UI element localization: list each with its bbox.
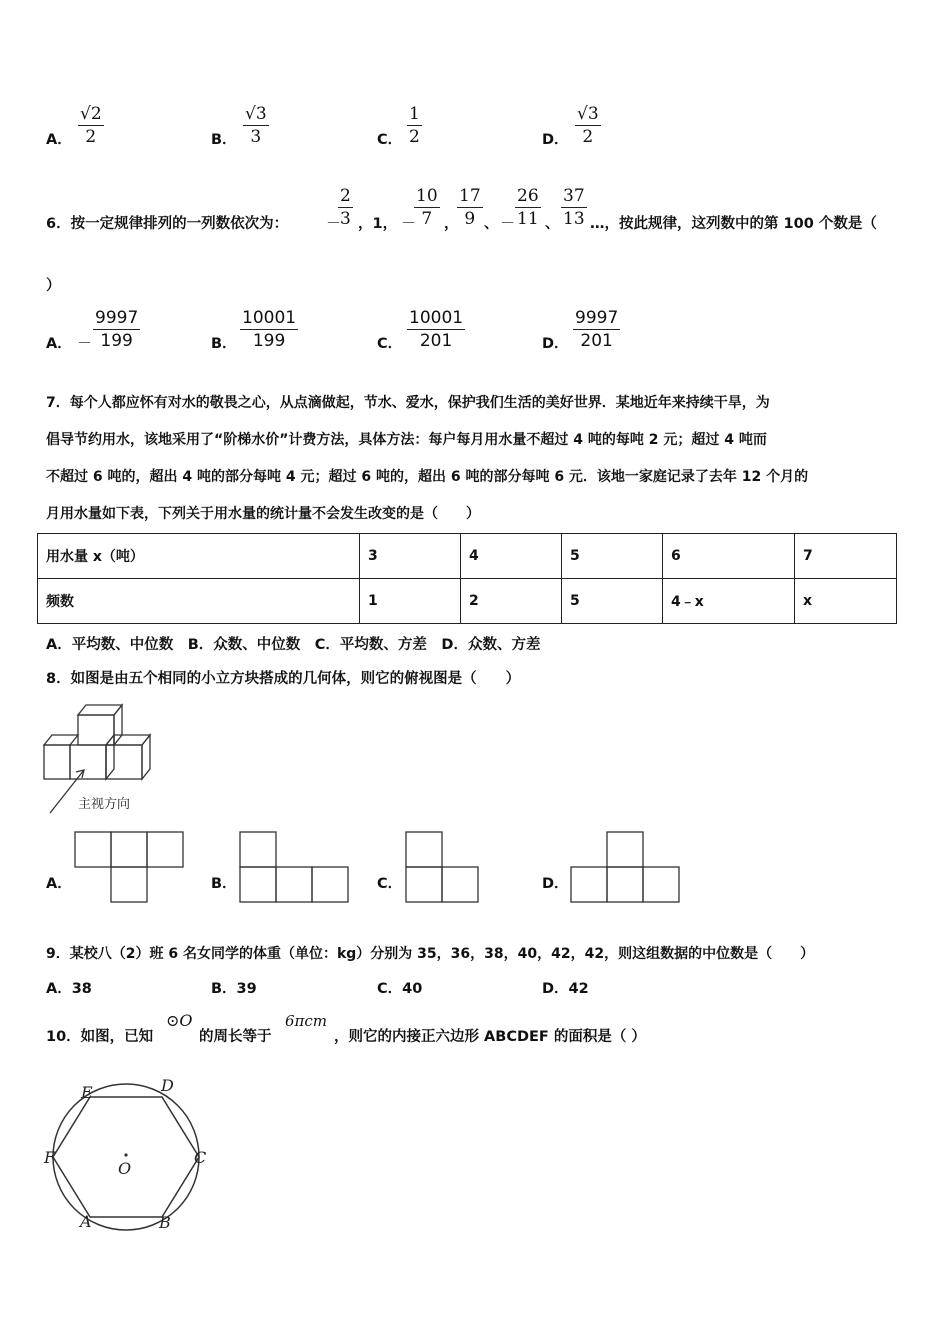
- q6-term-2-one: ，1，: [358, 216, 398, 232]
- q8-option-c-figure[interactable]: [404, 830, 482, 904]
- q5-option-a-letter[interactable]: A．: [46, 132, 72, 148]
- q7-line-1: 7．每个人都应怀有对水的敬畏之心，从点滴做起，节水、爱水，保护我们生活的美好世界．某地近年来持续干旱，为: [46, 395, 770, 411]
- table-cell: 5: [562, 534, 663, 579]
- q6-sep-1: ，: [444, 216, 459, 232]
- q8-option-b-letter[interactable]: B．: [211, 876, 237, 892]
- q6-option-d-letter[interactable]: D．: [542, 336, 569, 352]
- q6-term-3: $\frac{10}{7}$: [416, 186, 438, 229]
- q6-option-c-letter[interactable]: C．: [377, 336, 403, 352]
- cube-solid-figure: [40, 700, 165, 820]
- q9-option-b[interactable]: B．39: [211, 981, 257, 997]
- q10-circumference: 6πcm: [285, 1012, 328, 1030]
- q6-term-4: $\frac{17}{9}$: [459, 186, 481, 229]
- table-cell: 4: [461, 534, 562, 579]
- table-cell: 5: [562, 579, 663, 624]
- vertex-label-e: E: [81, 1083, 93, 1102]
- q8-option-a-figure[interactable]: [73, 830, 185, 904]
- q9-option-d[interactable]: D．42: [542, 981, 589, 997]
- q10-text-part-2: 的周长等于: [199, 1029, 272, 1045]
- hexagon-in-circle-figure: [40, 1070, 220, 1235]
- q6-option-d-fraction: $\frac{9997}{201}$: [575, 308, 619, 351]
- q6-option-c-fraction: $\frac{10001}{201}$: [409, 308, 464, 351]
- q7-options[interactable]: A．平均数、中位数 B．众数、中位数 C．平均数、方差 D．众数、方差: [46, 637, 541, 653]
- q9-option-a[interactable]: A．38: [46, 981, 92, 997]
- table-row: [38, 534, 897, 579]
- q6-minus-1: －: [326, 214, 342, 232]
- q10-text-part-1: 10．如图，已知: [46, 1029, 154, 1045]
- view-direction-label: 主视方向: [78, 797, 131, 812]
- q6-term-6: $\frac{37}{13}$: [563, 186, 585, 229]
- q6-option-a-fraction: $\frac{9997}{199}$: [95, 308, 139, 351]
- center-label-o: O: [118, 1159, 132, 1178]
- table-cell: x: [795, 579, 897, 624]
- q6-option-a-sign: －: [77, 334, 93, 352]
- q10-text-part-3: ，则它的内接正六边形 ABCDEF 的面积是（ ）: [334, 1029, 646, 1045]
- table-cell: 7: [795, 534, 897, 579]
- circle-o: [53, 1084, 199, 1230]
- table-row: [38, 579, 897, 624]
- q5-option-b-fraction: $\frac{√3}{3}$: [245, 104, 267, 147]
- q6-option-b-letter[interactable]: B．: [211, 336, 237, 352]
- q7-line-2: 倡导节约用水，该地采用了“阶梯水价”计费方法，具体方法：每户每月用水量不超过 4 吨的每吨 2 元；超过 4 吨而: [46, 432, 767, 448]
- q9-option-c[interactable]: C．40: [377, 981, 423, 997]
- table-cell: 频数: [38, 579, 360, 624]
- table-cell: 4﹣x: [663, 579, 795, 624]
- q6-minus-2: －: [401, 214, 417, 232]
- vertex-label-a: A: [80, 1212, 92, 1231]
- q6-minus-3: －: [500, 214, 516, 232]
- q8-option-d-figure[interactable]: [569, 830, 681, 904]
- hexagon-abcdef: [53, 1097, 199, 1217]
- q5-option-a-fraction: $\frac{√2}{2}$: [80, 104, 102, 147]
- q8-text: 8．如图是由五个相同的小立方块搭成的几何体，则它的俯视图是（ ）: [46, 671, 521, 687]
- q8-option-b-figure[interactable]: [238, 830, 350, 904]
- q9-text: 9．某校八（2）班 6 名女同学的体重（单位：kg）分别为 35，36，38，40，42，42，则这组数据的中位数是（ ）: [46, 946, 815, 962]
- q5-option-c-fraction: $\frac{1}{2}$: [409, 104, 420, 147]
- table-cell: 3: [360, 534, 461, 579]
- center-point: [124, 1153, 127, 1156]
- q8-option-a-letter[interactable]: A．: [46, 876, 72, 892]
- q7-line-3: 不超过 6 吨的，超出 4 吨的部分每吨 4 元；超过 6 吨的，超出 6 吨的部分每吨 6 元．该地一家庭记录了去年 12 个月的: [46, 469, 809, 485]
- table-cell: 用水量 x（吨）: [38, 534, 360, 579]
- vertex-label-b: B: [159, 1213, 171, 1232]
- table-cell: 1: [360, 579, 461, 624]
- q6-prefix: 6．按一定规律排列的一列数依次为：: [46, 216, 289, 232]
- q5-option-c-letter[interactable]: C．: [377, 132, 403, 148]
- q5-option-d-letter[interactable]: D．: [542, 132, 569, 148]
- q10-circle-o: ⊙O: [166, 1011, 193, 1030]
- table-cell: 2: [461, 579, 562, 624]
- q6-sep-2: 、: [484, 216, 499, 232]
- q5-option-d-fraction: $\frac{√3}{2}$: [577, 104, 599, 147]
- q6-option-b-fraction: $\frac{10001}{199}$: [242, 308, 297, 351]
- q6-term-1: $\frac{2}{3}$: [340, 186, 351, 229]
- q5-option-b-letter[interactable]: B．: [211, 132, 237, 148]
- q6-close-paren: ）: [46, 278, 61, 294]
- q7-line-4: 月用水量如下表，下列关于用水量的统计量不会发生改变的是（ ）: [46, 506, 480, 522]
- q6-term-5: $\frac{26}{11}$: [517, 186, 539, 229]
- vertex-label-d: D: [161, 1076, 174, 1095]
- water-usage-table: [37, 533, 897, 624]
- vertex-label-f: F: [44, 1148, 56, 1167]
- table-cell: 6: [663, 534, 795, 579]
- q6-sep-3: 、: [545, 216, 560, 232]
- q6-option-a-letter[interactable]: A．: [46, 336, 72, 352]
- q8-option-c-letter[interactable]: C．: [377, 876, 403, 892]
- q6-suffix: …，按此规律，这列数中的第 100 个数是（: [590, 216, 877, 232]
- q8-option-d-letter[interactable]: D．: [542, 876, 569, 892]
- vertex-label-c: C: [194, 1148, 207, 1167]
